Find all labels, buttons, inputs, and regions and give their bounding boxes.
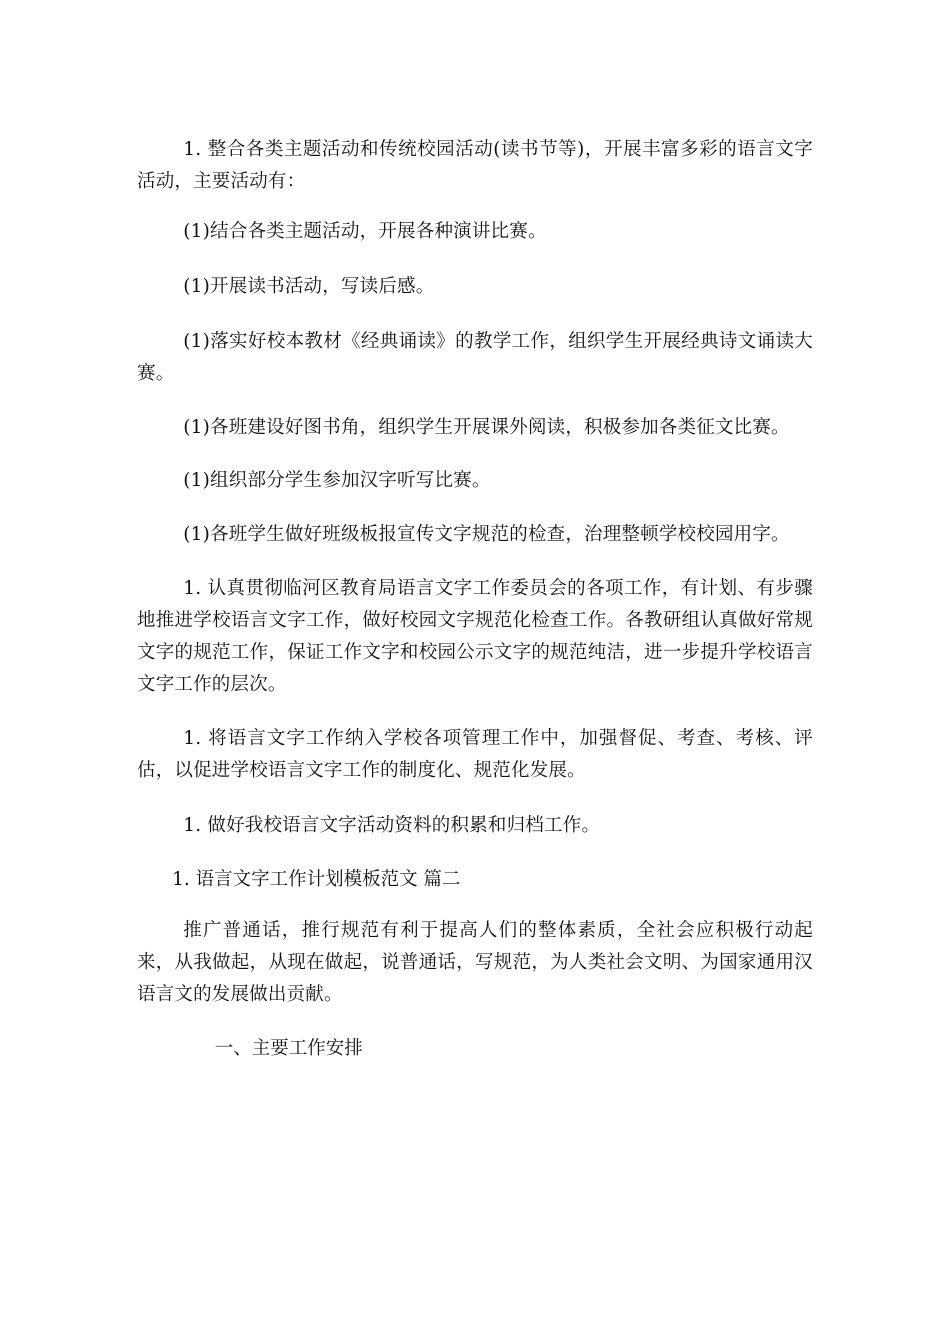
paragraph-activities-intro: 1. 整合各类主题活动和传统校园活动(读书节等)，开展丰富多彩的语言文字活动，主要活动有： bbox=[137, 139, 813, 192]
paragraph-speech-contest: (1)结合各类主题活动，开展各种演讲比赛。 bbox=[183, 221, 547, 242]
paragraph-book-corner: (1)各班建设好图书角，组织学生开展课外阅读，积极参加各类征文比赛。 bbox=[183, 417, 790, 438]
paragraph-archive: 1. 做好我校语言文字活动资料的积累和归档工作。 bbox=[183, 815, 601, 836]
document-body bbox=[137, 134, 813, 1065]
paragraph-reading-activity: (1)开展读书活动，写读后感。 bbox=[183, 276, 435, 297]
paragraph-implement-work: 1. 认真贯彻临河区教育局语言文字工作委员会的各项工作，有计划、有步骤地推进学校语言文字工作，做好校园文字规范化检查工作。各教研组认真做好常规文字的规范工作，保证工作文字和校园公示文字的规范纯洁，进一步提升学校语言文字工作的层次。 bbox=[137, 578, 813, 695]
paragraph-blackboard-check: (1)各班学生做好班级板报宣传文字规范的检查，治理整顿学校校园用字。 bbox=[183, 524, 790, 545]
paragraph-classic-recitation: (1)落实好校本教材《经典诵读》的教学工作，组织学生开展经典诗文诵读大赛。 bbox=[137, 331, 813, 384]
section-title: 1. 语言文字工作计划模板范文 篇二 bbox=[172, 869, 461, 890]
paragraph-dictation-contest: (1)组织部分学生参加汉字听写比赛。 bbox=[183, 470, 491, 491]
section-heading-main-work: 一、主要工作安排 bbox=[214, 1038, 363, 1059]
paragraph-promote-mandarin: 推广普通话，推行规范有利于提高人们的整体素质，全社会应积极行动起来，从我做起，从现在做起，说普通话，写规范，为人类社会文明、为国家通用汉语言文的发展做出贡献。 bbox=[137, 920, 813, 1005]
paragraph-management: 1. 将语言文字工作纳入学校各项管理工作中，加强督促、考查、考核、评估，以促进学校语言文字工作的制度化、规范化发展。 bbox=[137, 728, 813, 781]
